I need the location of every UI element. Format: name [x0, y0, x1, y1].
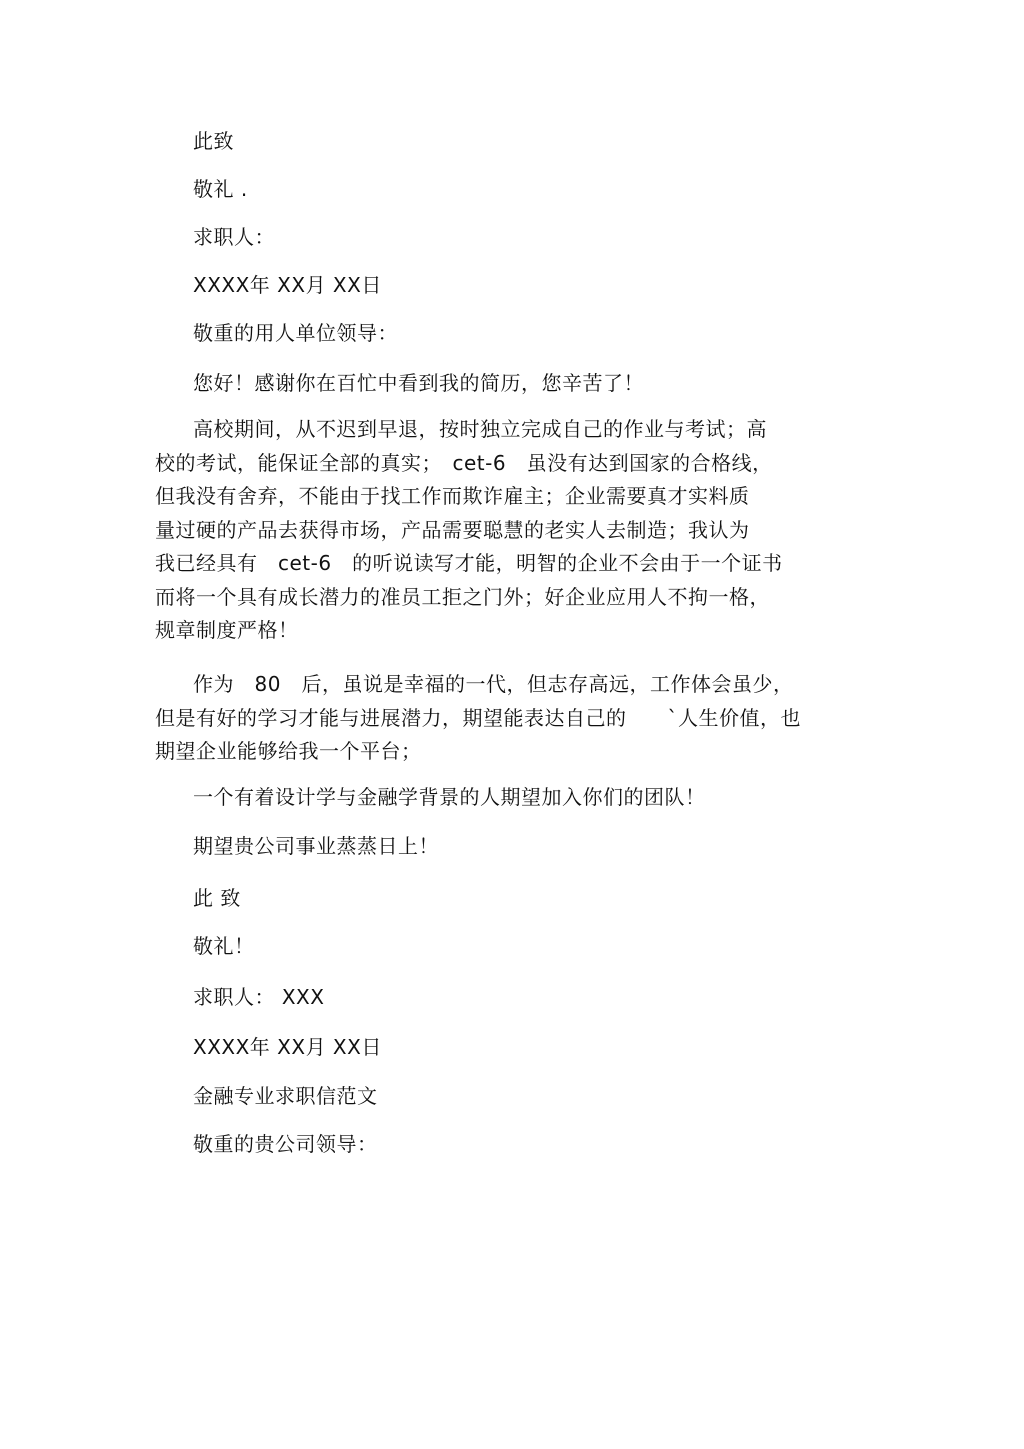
regards-text: 敬礼！ — [193, 934, 255, 958]
applicant-line: 求职人： — [193, 225, 275, 249]
paragraph-line: 我已经具有 cet-6 的听说读写才能，明智的企业不会由于一个证书 — [155, 551, 783, 575]
salutation-text: 此 致 — [193, 886, 241, 910]
date-line: XXXX年 XX月 XX日 — [193, 273, 382, 297]
paragraph-line: 校的考试，能保证全部的真实； cet-6 虽没有达到国家的合格线， — [155, 450, 773, 475]
body-paragraph-1 — [155, 413, 855, 648]
body-paragraph-3: 一个有着设计学与金融学背景的人期望加入你们的团队！ — [193, 785, 706, 809]
section-title: 金融专业求职信范文 — [193, 1084, 378, 1108]
paragraph-line: 高校期间，从不迟到早退，按时独立完成自己的作业与考试；高 — [193, 417, 767, 441]
body-paragraph-4: 期望贵公司事业蒸蒸日上！ — [193, 834, 439, 858]
paragraph-line: 但我没有舍弃，不能由于找工作而欺诈雇主；企业需要真才实料质 — [155, 484, 750, 508]
date-line: XXXX年 XX月 XX日 — [193, 1035, 382, 1059]
body-paragraph-2 — [155, 668, 855, 769]
paragraph-line: 量过硬的产品去获得市场，产品需要聪慧的老实人去制造；我认为 — [155, 517, 750, 542]
applicant-line: 求职人： XXX — [193, 985, 325, 1009]
opening-line: 您好！感谢你在百忙中看到我的简历，您辛苦了！ — [193, 371, 644, 395]
paragraph-line: 但是有好的学习才能与进展潜力，期望能表达自己的 `人生价值，也 — [155, 705, 801, 730]
paragraph-line: 而将一个具有成长潜力的准员工拒之门外；好企业应用人不拘一格， — [155, 584, 770, 609]
paragraph-line: 规章制度严格！ — [155, 618, 299, 642]
salutation-text: 此致 — [193, 129, 234, 153]
letter-greeting: 敬重的贵公司领导： — [193, 1132, 378, 1156]
letter-greeting: 敬重的用人单位领导： — [193, 321, 398, 345]
regards-text: 敬礼 . — [193, 177, 248, 201]
paragraph-line: 期望企业能够给我一个平台； — [155, 739, 422, 763]
paragraph-line: 作为 80 后，虽说是幸福的一代，但志存高远，工作体会虽少， — [193, 672, 794, 696]
